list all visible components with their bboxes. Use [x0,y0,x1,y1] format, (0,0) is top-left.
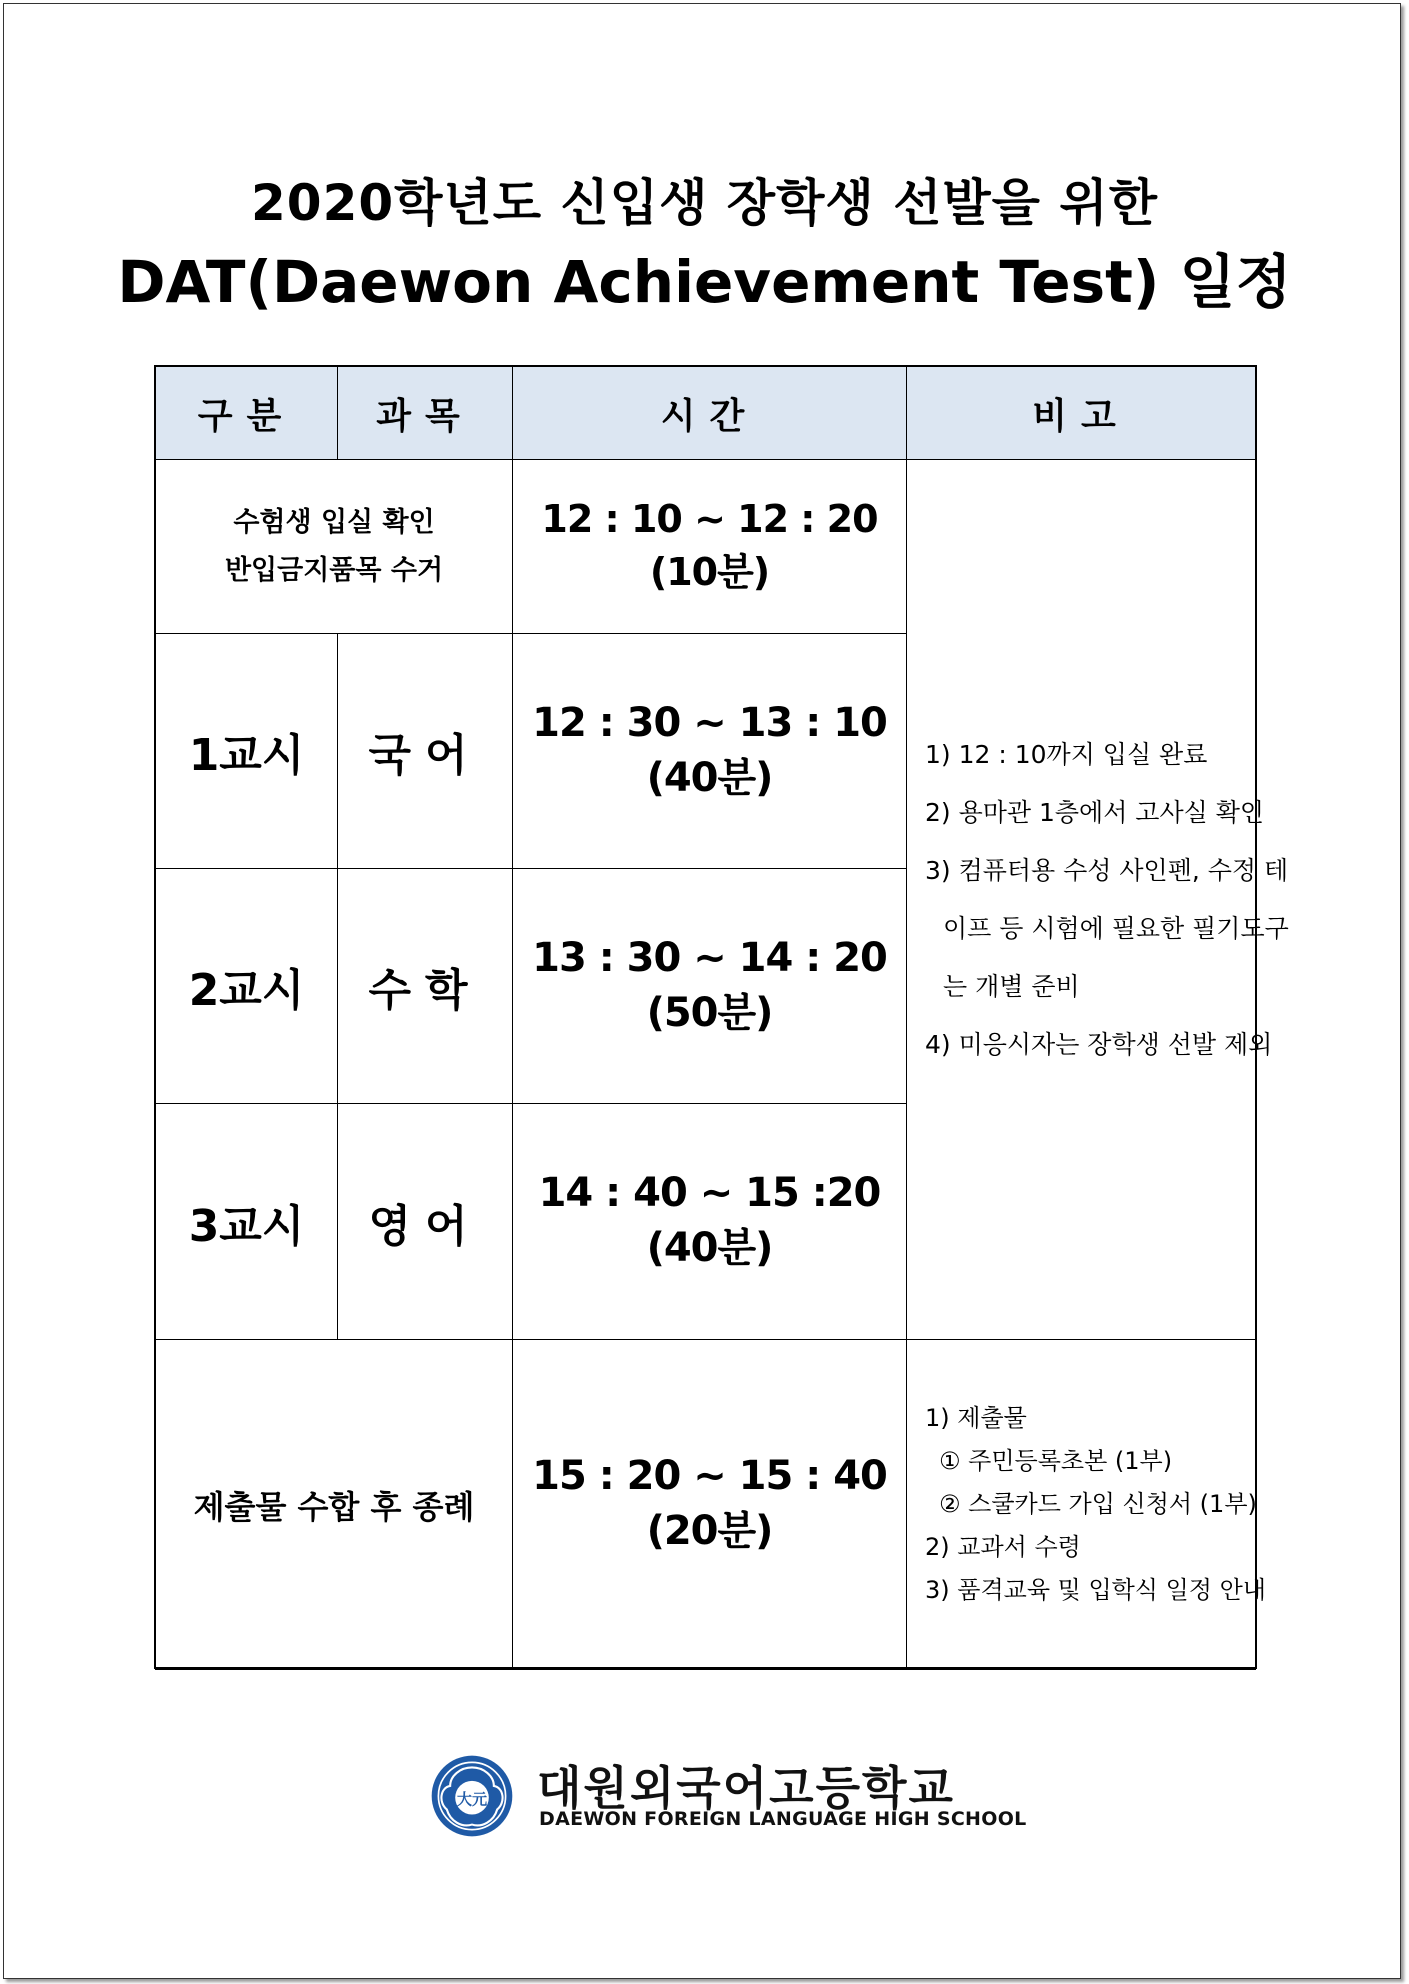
table-row-entry [156,460,1256,634]
entry-label-line2: 반입금지품목 수거 [224,554,444,586]
header-remarks: 비고 [907,367,1256,460]
remark-1: 1) 12 : 10까지 입실 완료 [925,739,1208,769]
closing-remark-2: 2) 교과서 수령 [925,1533,1081,1561]
title-line-1: 2020학년도 신입생 장학생 선발을 위한 [251,174,1158,232]
school-footer [0,1750,1409,1840]
period-label: 3교시 [156,1104,338,1340]
closing-label: 제출물 수합 후 종례 [156,1340,513,1670]
closing-remarks-cell [907,1340,1266,1670]
remark-3-cont: 이프 등 시험에 필요한 필기도구 [943,913,1289,943]
entry-label-line1: 수험생 입실 확인 [233,506,435,538]
table-row-closing [156,1340,1256,1670]
remarks-main-cell [907,460,1289,1340]
remark-4: 4) 미응시자는 장학생 선발 제외 [925,1029,1273,1059]
closing-remark-3: 3) 품격교육 및 입학식 일정 안내 [925,1576,1266,1604]
subject-label: 수학 [338,869,513,1104]
subject-label: 국어 [338,634,513,869]
header-row [156,367,1256,460]
school-emblem-icon [430,1754,514,1838]
period-time: 14 : 40 ~ 15 :20 (40분) [513,1104,907,1340]
subject-label: 영어 [338,1104,513,1340]
period-label: 1교시 [156,634,338,869]
period-time: 12 : 30 ~ 13 : 10 (40분) [513,634,907,869]
period-label: 2교시 [156,869,338,1104]
school-name-en: DAEWON FOREIGN LANGUAGE HIGH SCHOOL [539,1808,1027,1830]
header-time: 시간 [513,367,907,460]
remark-3-cont2: 는 개별 준비 [943,971,1080,1001]
period-time: 13 : 30 ~ 14 : 20 (50분) [513,869,907,1104]
remark-2: 2) 용마관 1층에서 고사실 확인 [925,797,1265,827]
header-subject: 과목 [338,367,513,460]
closing-remark-1b: ② 스쿨카드 가입 신청서 (1부) [939,1490,1257,1518]
remark-3: 3) 컴퓨터용 수성 사인펜, 수정 테 [925,855,1289,885]
school-name-ko: 대원외국어고등학교 [537,1761,955,1815]
entry-time: 12 : 10 ~ 12 : 20 (10분) [513,460,907,634]
schedule-table [155,366,1289,1670]
closing-remark-1: 1) 제출물 [925,1404,1027,1432]
header-category: 구분 [156,367,338,460]
entry-label-cell [156,460,513,634]
closing-time: 15 : 20 ~ 15 : 40 (20분) [513,1340,907,1670]
closing-remark-1a: ① 주민등록초본 (1부) [939,1447,1173,1475]
emblem-text: 大元 [456,1790,488,1809]
title-line-2: DAT(Daewon Achievement Test) 일정 [117,248,1292,316]
